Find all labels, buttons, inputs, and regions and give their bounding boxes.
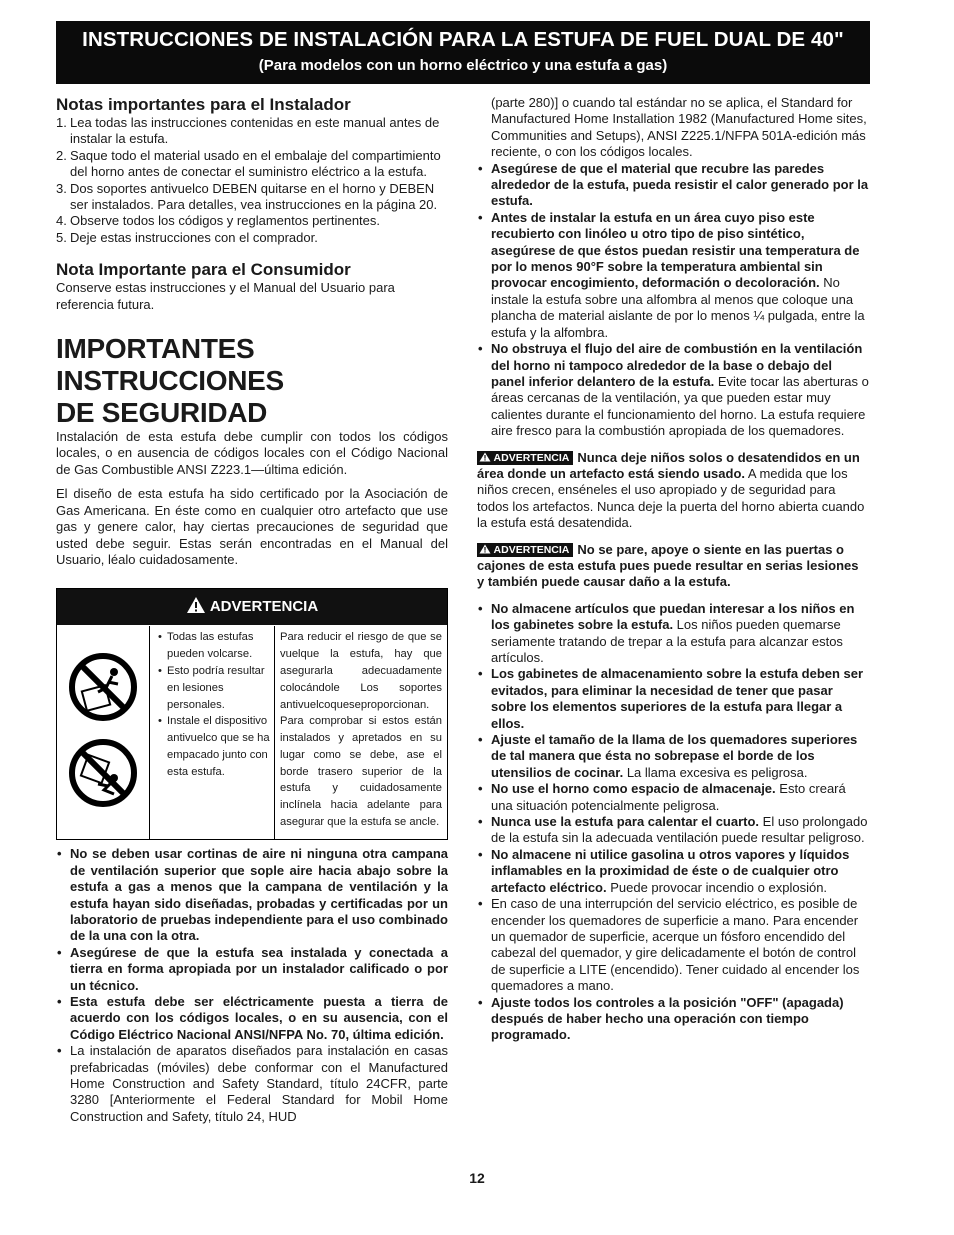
warning-doors: ADVERTENCIA No se pare, apoye o siente en las puertas o cajones de esta estufa pues puede resultar en serias lesiones y también puede causar daño a la estufa.	[477, 541, 859, 590]
safety-paragraph-1: Instalación de esta estufa debe cumplir con todos los códigos locales, o en ausencia de códigos locales con el Código Nacional de Gas Combustible ANSI Z223.1—última edición.	[56, 429, 448, 477]
left-column	[56, 95, 448, 1125]
warning-children: ADVERTENCIA Nunca deje niños solos o desatendidos en un área donde un artefacto está siendo usado. A medida que los niños crecen, enséneles el uso apropiado y de seguridad para todos los artefactos. Nunca deje la puerta del horno abierta cuando la estufa está desatendida.	[477, 449, 865, 531]
warning-badge: ADVERTENCIA	[477, 543, 573, 557]
list-item: • No almacene artículos que puedan interesar a los niños en los gabinetes sobre la estufa. Los niños pueden quemarse seriamente tratando de trepar a la estufa para alcanzar estos artículos.	[477, 601, 869, 667]
installer-list	[56, 115, 448, 246]
page-header	[56, 21, 870, 84]
list-item: 4. Observe todos los códigos y reglamentos pertinentes.	[56, 213, 381, 229]
warning-header	[57, 589, 447, 625]
warning-text: Para reducir el riesgo de que se vuelque la estufa, hay que asegurarla adecuadamente colocándole Los soportes antivuelcoqueseproporcionan. Para comprobar si estos están instalados y apretados en su lugar como se debe, ase el borde trasero superior de la estufa y cuidadosamente inclínela hacia adelante para asegurar que la estufa se ancle.	[280, 631, 442, 829]
tip-over-warning-box	[56, 588, 448, 840]
list-item: • Los gabinetes de almacenamiento sobre la estufa deben ser evitados, para eliminar la necesidad de tener que pasar sobre los elementos superiores de la estufa para llegar a ellos.	[477, 666, 869, 732]
warning-triangle-icon	[186, 596, 206, 618]
list-item: • Todas las estufas pueden volcarse.	[158, 629, 271, 663]
list-item: 5. Deje estas instrucciones con el comprador.	[56, 229, 318, 245]
warning-badge: ADVERTENCIA	[477, 451, 573, 465]
list-item: • Asegúrese de que la estufa sea instalada y conectada a tierra en forma apropiada por un instalador calificado o por un técnico.	[56, 945, 448, 994]
header-subtitle: (Para modelos con un horno eléctrico y una estufa a gas)	[258, 57, 668, 74]
list-item: • Esta estufa debe ser eléctricamente puesta a tierra de acuerdo con los códigos locales, o en su ausencia, con el Código Eléctrico Nacional ANSI/NFPA No. 70, última edición.	[56, 994, 448, 1043]
list-item: • No se deben usar cortinas de aire ni ninguna otra campana de ventilación superior que sople aire hacia abajo sobre la estufa a gas a menos que la campana de ventilación y la estufa hayan sido diseñadas, probadas y certificadas por un laboratorio de pruebas independiente para el uso combinado de la una con la otra.	[56, 846, 448, 944]
list-item: 2. Saque todo el material usado en el embalaje del compartimiento del horno antes de conectar el suministro eléctrico a la estufa.	[56, 147, 441, 180]
list-item: 3. Dos soportes antivuelco DEBEN quitarse en el horno y DEBEN ser instalados. Para detalles, vea instrucciones en la página 20.	[56, 180, 438, 213]
list-item: • Ajuste el tamaño de la llama de los quemadores superiores de tal manera que ésta no sobrepase el borde de los utensilios de cocinar. La llama excesiva es peligrosa.	[477, 732, 869, 781]
consumer-heading: Nota Importante para el Consumidor	[56, 260, 351, 280]
warning-heading: ADVERTENCIA	[209, 598, 319, 616]
list-item: • No use el horno como espacio de almacenaje. Esto creará una situación potencialmente peligrosa.	[477, 781, 869, 814]
list-item: • En caso de una interrupción del servicio eléctrico, es posible de encender los quemadores de superficie a mano. Para encender un quemador de superficie, acerque un fósforo encendido del cabezal del quemador, y gire delicadamente el botón de control de superficie a LITE (encendido). Tener cuidado al encender los quemadores a mano.	[477, 896, 869, 994]
list-item: • Esto podría resultar en lesiones personales.	[158, 663, 271, 713]
list-item: • No almacene ni utilice gasolina u otros vapores y líquidos inflamables en la proximidad de éste o de cualquier otro artefacto eléctrico. Puede provocar incendio o explosión.	[477, 847, 869, 896]
right-bullets-1	[477, 161, 869, 440]
no-leaning-icon	[68, 738, 138, 814]
page-number: 12	[469, 1170, 485, 1186]
warning-icons	[57, 626, 150, 839]
right-column	[477, 95, 869, 1044]
list-item: • Asegúrese de que el material que recubre las paredes alrededor de la estufa, pueda resistir el calor generado por la estufa.	[477, 161, 869, 210]
list-item: • No obstruya el flujo del aire de combustión en la ventilación del horno ni tampoco alrededor de la base o debajo del panel inferior delantero de la estufa. Evite tocar las aberturas o áreas cercanas de la ventilación, ya que pueden estar muy calientes durante el funcionamiento del horno. La estufa requiere aire fresco para la combustión apropiada de los quemadores.	[477, 341, 869, 439]
warning-triangle-icon	[479, 544, 491, 554]
list-item: • Ajuste todos los controles a la posición "OFF" (apagada) después de haber hecho una operación con tiempo programado.	[477, 995, 869, 1044]
installer-heading: Notas importantes para el Instalador	[56, 95, 351, 114]
no-climbing-icon	[68, 652, 138, 728]
left-safety-bullets	[56, 846, 448, 1125]
header-title: INSTRUCCIONES DE INSTALACIÓN PARA LA ESTUFA DE FUEL DUAL DE 40"	[82, 28, 844, 51]
list-item: • La instalación de aparatos diseñados para instalación en casas prefabricadas (móviles) debe conformar con el Manufactured Home Construction and Safety Standard, título 24CFR, parte 3280 [Anteriormente el Federal Standard for Mobil Home Construction and Safety, título 24, HUD	[56, 1043, 448, 1125]
right-bullets-2	[477, 601, 869, 1044]
list-item: • Instale el dispositivo antivuelco que se ha empacado junto con esta estufa.	[158, 713, 271, 780]
safety-paragraph-2: El diseño de esta estufa ha sido certificado por la Asociación de Gas Americana. En éste como en cualquier otro artefacto que use gas y genere calor, hay ciertas precauciones de seguridad que usted debe seguir. Estas serán encontradas en el Manual del Usuario, léalo cuidadosamente.	[56, 486, 448, 567]
warning-triangle-icon	[479, 452, 491, 462]
list-item: 1. Lea todas las instrucciones contenidas en este manual antes de instalar la estufa.	[56, 115, 440, 147]
list-item: • Nunca use la estufa para calentar el cuarto. El uso prolongado de la estufa sin la adecuada ventilación puede resultar peligroso.	[477, 814, 869, 847]
consumer-text: Conserve estas instrucciones y el Manual del Usuario para referencia futura.	[56, 280, 395, 312]
safety-title: IMPORTANTES INSTRUCCIONES DE SEGURIDAD	[56, 333, 284, 429]
list-item: • Antes de instalar la estufa en un área cuyo piso este recubierto con linóleo u otro tipo de piso sintético, asegúrese de que éstos puedan resistir una temperatura de por lo menos 90°F sobre la temperatura ambiental sin provocar encogimiento, deformación o decoloración. No instale la estufa sobre una alfombra al menos que coloque una plancha de material aislante de por lo menos ¼ pulgada, entre la estufa y la alfombra.	[477, 210, 869, 341]
warning-bullets	[150, 626, 275, 839]
continued-text: (parte 280)] o cuando tal estándar no se aplica, el Standard for Manufactured Home Installation 1982 (Manufactured Home sites, Communities and Setups), ANSI Z225.1/NFPA 501A-edición más reciente, o con los códigos locales.	[491, 95, 867, 160]
